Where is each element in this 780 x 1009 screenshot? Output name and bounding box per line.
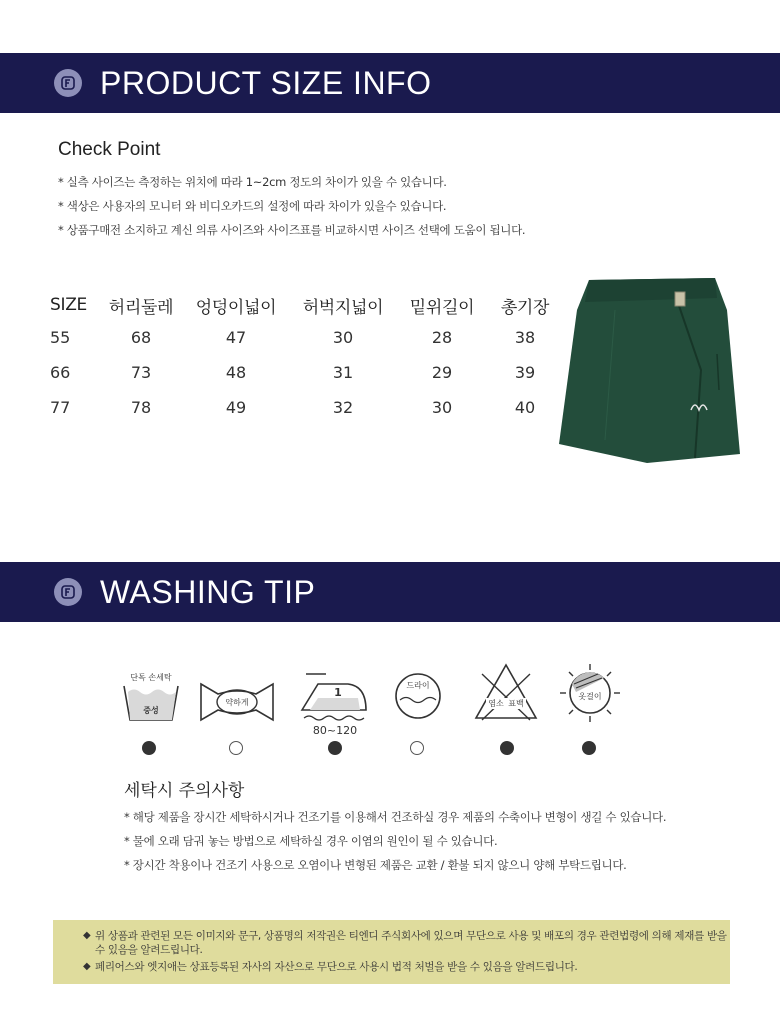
dry-clean-icon <box>394 672 442 724</box>
bleach-label: 표백 <box>508 699 524 708</box>
size-table-header: 총기장 <box>500 297 550 318</box>
table-cell: 31 <box>332 363 354 382</box>
size-table-header: 허리둘레 <box>108 297 174 318</box>
washing-caution-list <box>124 805 666 877</box>
size-table-header: 허벅지넓이 <box>302 297 384 318</box>
size-info-header <box>0 53 780 113</box>
table-cell: 28 <box>431 328 453 347</box>
no-bleach-icon <box>474 662 538 726</box>
indicator-filled-icon <box>142 741 156 755</box>
table-cell: 32 <box>332 398 354 417</box>
iron-temperature-label: 80~120 <box>312 724 358 737</box>
size-table-header: SIZE <box>50 295 87 315</box>
gentle-wring-icon <box>198 680 276 728</box>
table-cell: 30 <box>332 328 354 347</box>
washing-caution-item: * 물에 오래 담궈 놓는 방법으로 세탁하실 경우 이염의 원인이 될 수 있습니다. <box>124 834 498 848</box>
washing-caution-item: * 장시간 착용이나 건조기 사용으로 오염이나 변형된 제품은 교환 / 환불 되지 않으니 양해 부탁드립니다. <box>124 858 627 872</box>
hand-wash-icon <box>120 662 182 728</box>
size-info-title: PRODUCT SIZE INFO <box>100 64 432 101</box>
table-row <box>50 320 562 355</box>
hanger-label: 옷걸이 <box>578 692 602 701</box>
washing-caution-item: * 해당 제품을 장시간 세탁하시거나 건조기를 이용해서 건조하실 경우 제품의 수축이나 변형이 생길 수 있습니다. <box>124 810 667 824</box>
table-cell: 68 <box>130 328 152 347</box>
size-table-header-row <box>50 290 562 320</box>
check-point-list <box>58 170 525 242</box>
brand-logo-icon <box>54 578 82 606</box>
brand-logo-icon <box>54 69 82 97</box>
indicator-filled-icon <box>582 741 596 755</box>
table-row <box>50 355 562 390</box>
check-point-title: Check Point <box>58 139 161 160</box>
table-cell: 55 <box>50 328 71 347</box>
gentle-label: 약하게 <box>225 698 249 707</box>
washing-icons <box>118 662 628 772</box>
table-cell: 38 <box>514 328 536 347</box>
chlorine-label: 염소 <box>488 699 504 708</box>
product-image <box>555 270 745 474</box>
indicator-filled-icon <box>328 741 342 755</box>
table-row <box>50 390 562 425</box>
table-cell: 40 <box>514 398 536 417</box>
table-cell: 78 <box>130 398 152 417</box>
washing-caution-title: 세탁시 주의사항 <box>124 781 245 801</box>
neutral-detergent-label: 중성 <box>143 706 159 715</box>
notice-item: ◆ 페리어스와 엣지애는 상표등록된 자사의 자산으로 무단으로 사용시 법적 처벌을 받을 수 있음을 알려드립니다. <box>83 960 730 974</box>
table-cell: 29 <box>431 363 453 382</box>
washing-tip-title: WASHING TIP <box>100 573 316 610</box>
iron-icon <box>300 668 370 742</box>
hand-wash-label: 단독 손세탁 <box>130 673 172 682</box>
table-cell: 77 <box>50 398 71 417</box>
table-cell: 49 <box>225 398 247 417</box>
dry-clean-label: 드라이 <box>406 681 430 690</box>
shade-dry-icon <box>558 662 622 728</box>
size-table-header: 엉덩이넓이 <box>195 297 277 318</box>
table-cell: 30 <box>431 398 453 417</box>
iron-level-label: 1 <box>334 686 342 699</box>
table-cell: 73 <box>130 363 152 382</box>
indicator-filled-icon <box>500 741 514 755</box>
table-cell: 39 <box>514 363 536 382</box>
size-table-header: 밑위길이 <box>409 297 475 318</box>
indicator-empty-icon <box>229 741 243 755</box>
check-point-item: * 색상은 사용자의 모니터 와 비디오카드의 설정에 따라 차이가 있을수 있습니다. <box>58 199 447 213</box>
notice-item: ◆ 위 상품과 관련된 모든 이미지와 문구, 상품명의 저작권은 티엔디 주식회사에 있으며 무단으로 사용 및 배포의 경우 관련법령에 의해 제재를 받을 수 있음을 알려드립니다. <box>83 929 730 957</box>
table-cell: 66 <box>50 363 71 382</box>
size-table <box>50 290 562 425</box>
check-point-item: * 상품구매전 소지하고 계신 의류 사이즈와 사이즈표를 비교하시면 사이즈 선택에 도움이 됩니다. <box>58 223 526 237</box>
indicator-empty-icon <box>410 741 424 755</box>
check-point-item: * 실측 사이즈는 측정하는 위치에 따라 1~2cm 정도의 차이가 있을 수 있습니다. <box>58 175 447 189</box>
copyright-notice <box>53 920 730 984</box>
table-cell: 48 <box>225 363 247 382</box>
washing-tip-header <box>0 562 780 622</box>
table-cell: 47 <box>225 328 247 347</box>
